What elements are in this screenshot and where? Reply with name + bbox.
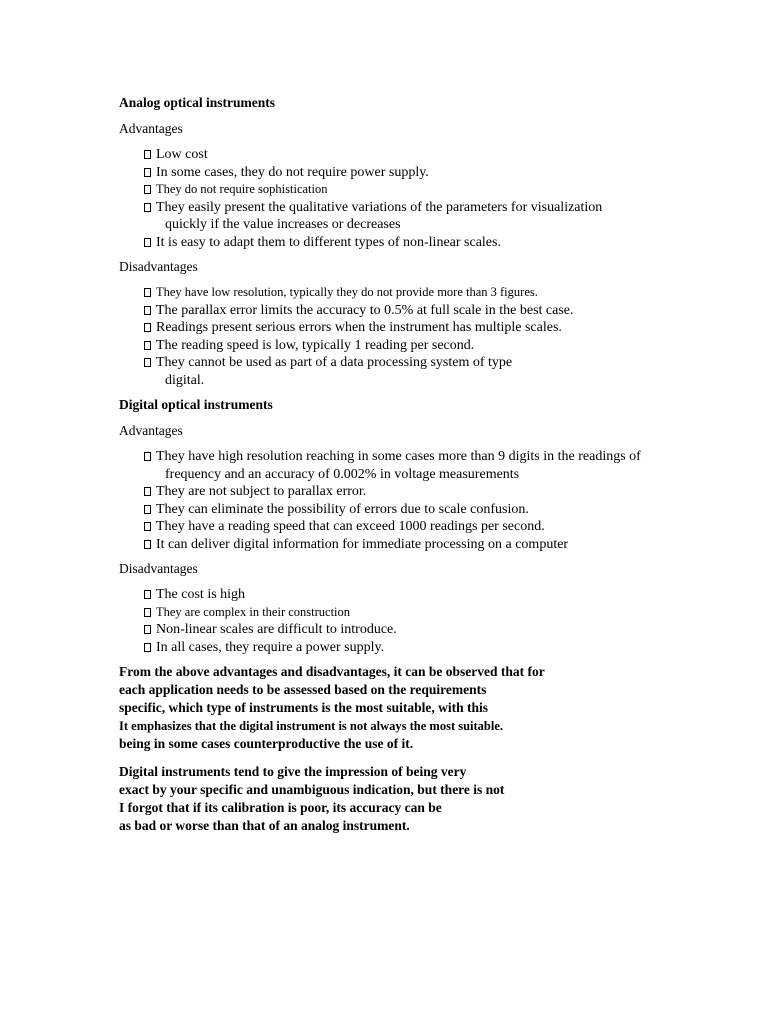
list-item: They can eliminate the possibility of errors due to scale confusion. (144, 501, 719, 519)
list-item: They do not require sophistication (144, 181, 719, 199)
missing-glyph-icon (144, 590, 151, 599)
list-item: It is easy to adapt them to different types of non-linear scales. (144, 234, 719, 252)
analog-disadvantages-list (119, 284, 719, 389)
list-item: Readings present serious errors when the instrument has multiple scales. (144, 319, 719, 337)
missing-glyph-icon (144, 203, 151, 212)
missing-glyph-icon (144, 238, 151, 247)
missing-glyph-icon (144, 643, 151, 652)
list-item: Non-linear scales are difficult to introduce. (144, 621, 719, 639)
missing-glyph-icon (144, 323, 151, 332)
analog-disadvantages-label: Disadvantages (119, 259, 198, 274)
analog-advantages-label: Advantages (119, 121, 183, 136)
missing-glyph-icon (144, 625, 151, 634)
document-page (119, 94, 719, 845)
list-item: The reading speed is low, typically 1 reading per second. (144, 337, 719, 355)
digital-advantages-list (119, 448, 719, 553)
list-item: In some cases, they do not require power supply. (144, 164, 719, 182)
list-item: They are not subject to parallax error. (144, 483, 719, 501)
missing-glyph-icon (144, 341, 151, 350)
analog-heading: Analog optical instruments (119, 95, 276, 110)
digital-advantages-label: Advantages (119, 423, 183, 438)
conclusion-paragraph-2: Digital instruments tend to give the impression of being very exact by your specific and unambiguous indication, but there is not I forgot that if its calibration is poor, its accuracy can be as bad or worse than that of an analog instrument. (119, 764, 505, 833)
missing-glyph-icon (144, 487, 151, 496)
list-item: They have low resolution, typically they do not provide more than 3 figures. (144, 284, 719, 302)
list-item: They have high resolution reaching in some cases more than 9 digits in the readings of frequency and an accuracy of 0.002% in voltage measurements (144, 448, 719, 483)
digital-heading: Digital optical instruments (119, 397, 273, 412)
missing-glyph-icon (144, 540, 151, 549)
missing-glyph-icon (144, 452, 151, 461)
list-item: It can deliver digital information for immediate processing on a computer (144, 536, 719, 554)
missing-glyph-icon (144, 168, 151, 177)
list-item: They are complex in their construction (144, 604, 719, 622)
digital-disadvantages-label: Disadvantages (119, 561, 198, 576)
analog-advantages-list (119, 146, 719, 251)
list-item: They easily present the qualitative variations of the parameters for visualization quickly if the value increases or decreases (144, 199, 719, 234)
missing-glyph-icon (144, 306, 151, 315)
list-item: They have a reading speed that can exceed 1000 readings per second. (144, 518, 719, 536)
list-item: They cannot be used as part of a data processing system of type digital. (144, 354, 719, 389)
missing-glyph-icon (144, 150, 151, 159)
missing-glyph-icon (144, 358, 151, 367)
digital-disadvantages-list (119, 586, 719, 656)
missing-glyph-icon (144, 608, 151, 617)
list-item: The parallax error limits the accuracy to 0.5% at full scale in the best case. (144, 302, 719, 320)
list-item: In all cases, they require a power supply. (144, 639, 719, 657)
list-item: Low cost (144, 146, 719, 164)
conclusion-paragraph-1: From the above advantages and disadvantages, it can be observed that for each application needs to be assessed based on the requirements specific, which type of instruments is the most suitable, with this It emphasizes that the digital instrument is not always the most suitable. being in some cases counterproductive the use of it. (119, 664, 545, 751)
missing-glyph-icon (144, 185, 151, 194)
missing-glyph-icon (144, 505, 151, 514)
missing-glyph-icon (144, 522, 151, 531)
missing-glyph-icon (144, 288, 151, 297)
list-item: The cost is high (144, 586, 719, 604)
